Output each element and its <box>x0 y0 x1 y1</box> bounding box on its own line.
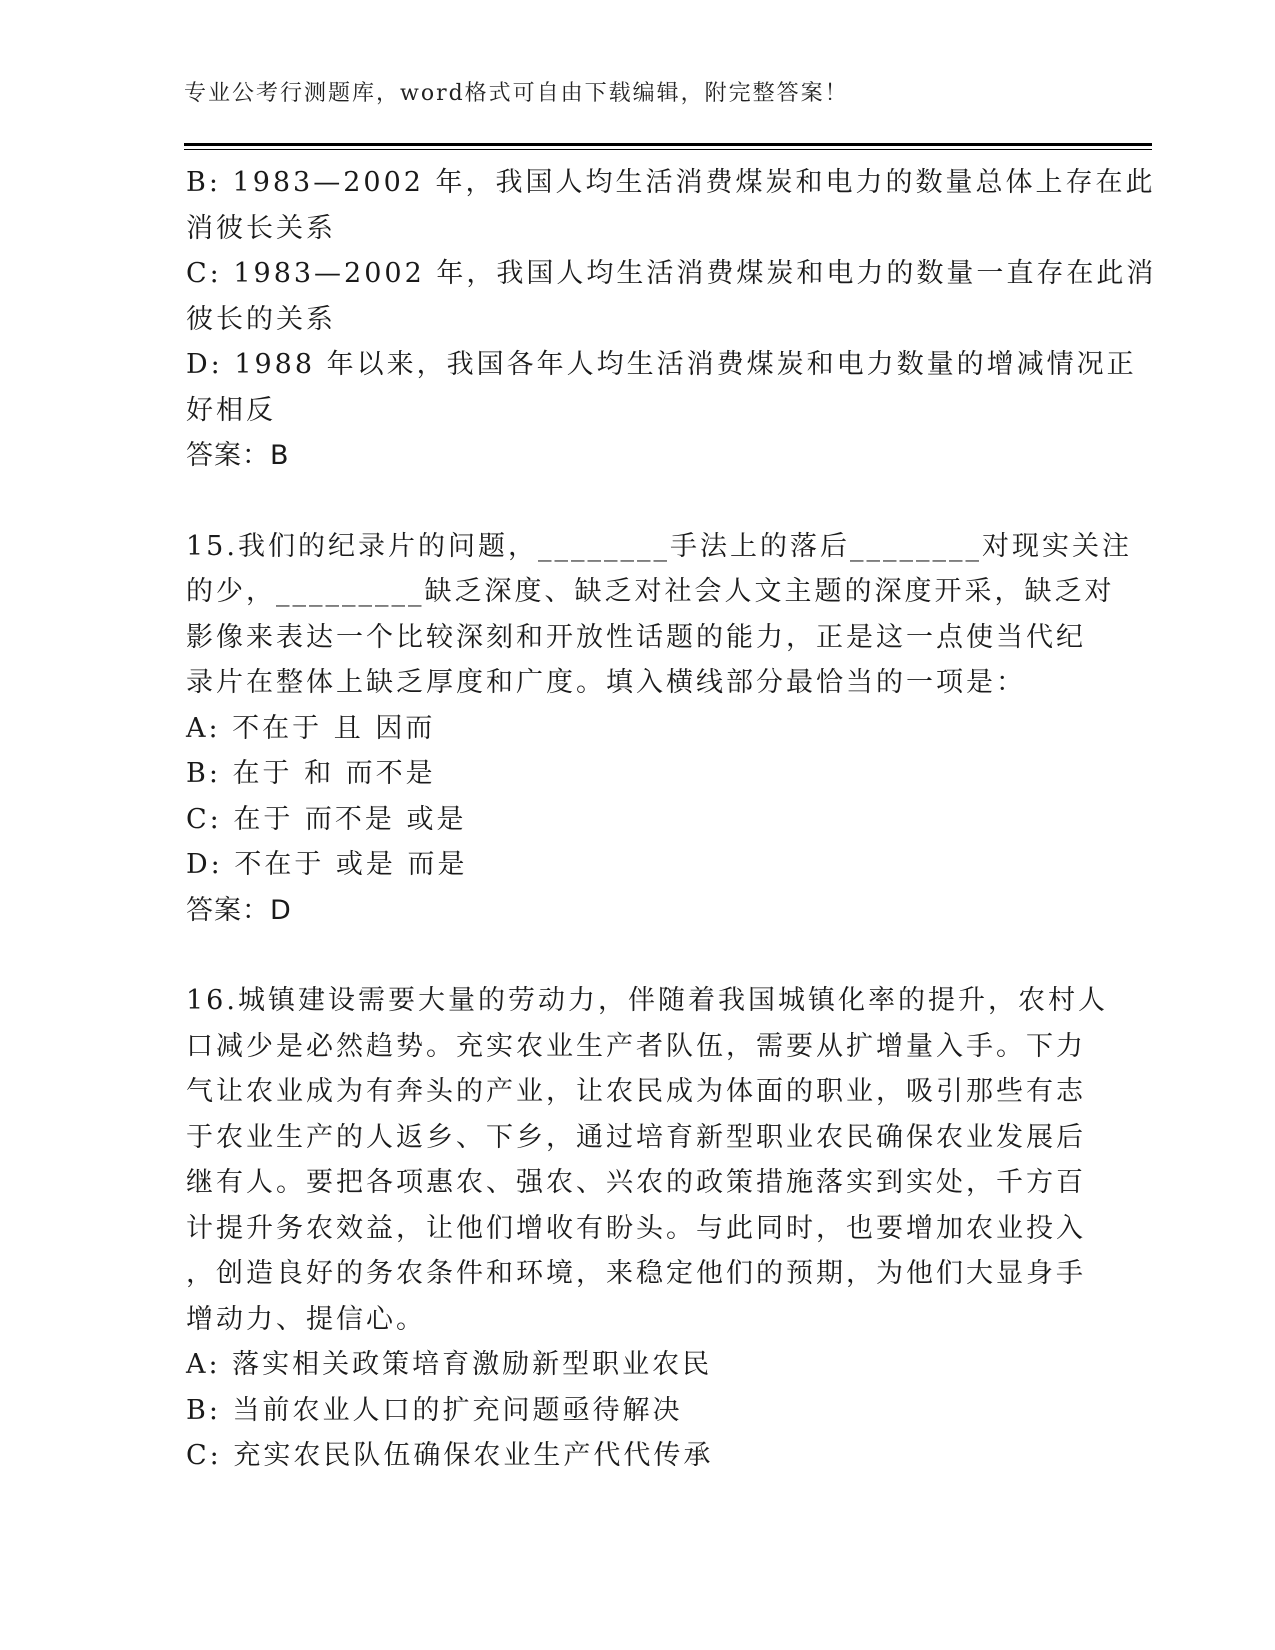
stem-line: 的少，_________缺乏深度、缺乏对社会人文主题的深度开采，缺乏对 <box>186 576 1115 607</box>
stem-line: 计提升务农效益，让他们增收有盼头。与此同时，也要增加农业投入 <box>186 1212 1086 1244</box>
stem-line: 继有人。要把各项惠农、强农、兴农的政策措施落实到实处，千方百 <box>186 1167 1086 1198</box>
q15-option-c: C: 在于 而不是 或是 <box>186 803 467 835</box>
q14-option-d <box>186 342 1137 433</box>
option-line: D: 1988 年以来，我国各年人均生活消费煤炭和电力数量的增减情况正 <box>186 349 1137 380</box>
stem-line: 气让农业成为有奔头的产业，让农民成为体面的职业，吸引那些有志 <box>186 1076 1086 1107</box>
spacer <box>186 933 1086 978</box>
stem-line: 于农业生产的人返乡、下乡，通过培育新型职业农民确保农业发展后 <box>186 1121 1086 1153</box>
q14-option-b <box>186 160 1156 251</box>
q15-stem <box>186 524 1132 706</box>
q14-option-c <box>186 251 1157 342</box>
stem-line: 15.我们的纪录片的问题，________手法上的落后________对现实关注 <box>186 530 1132 562</box>
q16-option-b: B: 当前农业人口的扩充问题亟待解决 <box>186 1394 683 1426</box>
q16-option-a: A: 落实相关政策培育激励新型职业农民 <box>186 1349 713 1380</box>
q15-answer: 答案：D <box>186 894 292 926</box>
q16-option-c: C: 充实农民队伍确保农业生产代代传承 <box>186 1440 714 1471</box>
stem-line: ，创造良好的务农条件和环境，来稳定他们的预期，为他们大显身手 <box>186 1258 1086 1289</box>
header-rule-thick <box>184 143 1152 146</box>
stem-line: 口减少是必然趋势。充实农业生产者队伍，需要从扩增量入手。下力 <box>186 1030 1086 1062</box>
spacer <box>186 479 1086 524</box>
question-content <box>186 160 1157 1479</box>
option-line: B: 1983—2002 年，我国人均生活消费煤炭和电力的数量总体上存在此 <box>186 167 1156 198</box>
option-line: 消彼长关系 <box>186 212 336 244</box>
q16-stem <box>186 978 1108 1342</box>
page-header: 专业公考行测题库，word格式可自由下载编辑，附完整答案！ <box>184 81 849 106</box>
option-line: C: 1983—2002 年，我国人均生活消费煤炭和电力的数量一直存在此消 <box>186 258 1157 289</box>
stem-line: 增动力、提信心。 <box>186 1303 426 1335</box>
stem-line: 影像来表达一个比较深刻和开放性话题的能力，正是这一点使当代纪 <box>186 621 1086 653</box>
q15-option-b: B: 在于 和 而不是 <box>186 758 436 789</box>
q15-option-a: A: 不在于 且 因而 <box>186 712 436 744</box>
stem-line: 16.城镇建设需要大量的劳动力，伴随着我国城镇化率的提升，农村人 <box>186 985 1108 1016</box>
header-rule-thin <box>184 149 1152 150</box>
option-line: 彼长的关系 <box>186 303 336 335</box>
stem-line: 录片在整体上缺乏厚度和广度。填入横线部分最恰当的一项是： <box>186 667 1026 698</box>
q14-answer: 答案：B <box>186 440 290 471</box>
q15-option-d: D: 不在于 或是 而是 <box>186 849 468 880</box>
option-line: 好相反 <box>186 394 276 426</box>
